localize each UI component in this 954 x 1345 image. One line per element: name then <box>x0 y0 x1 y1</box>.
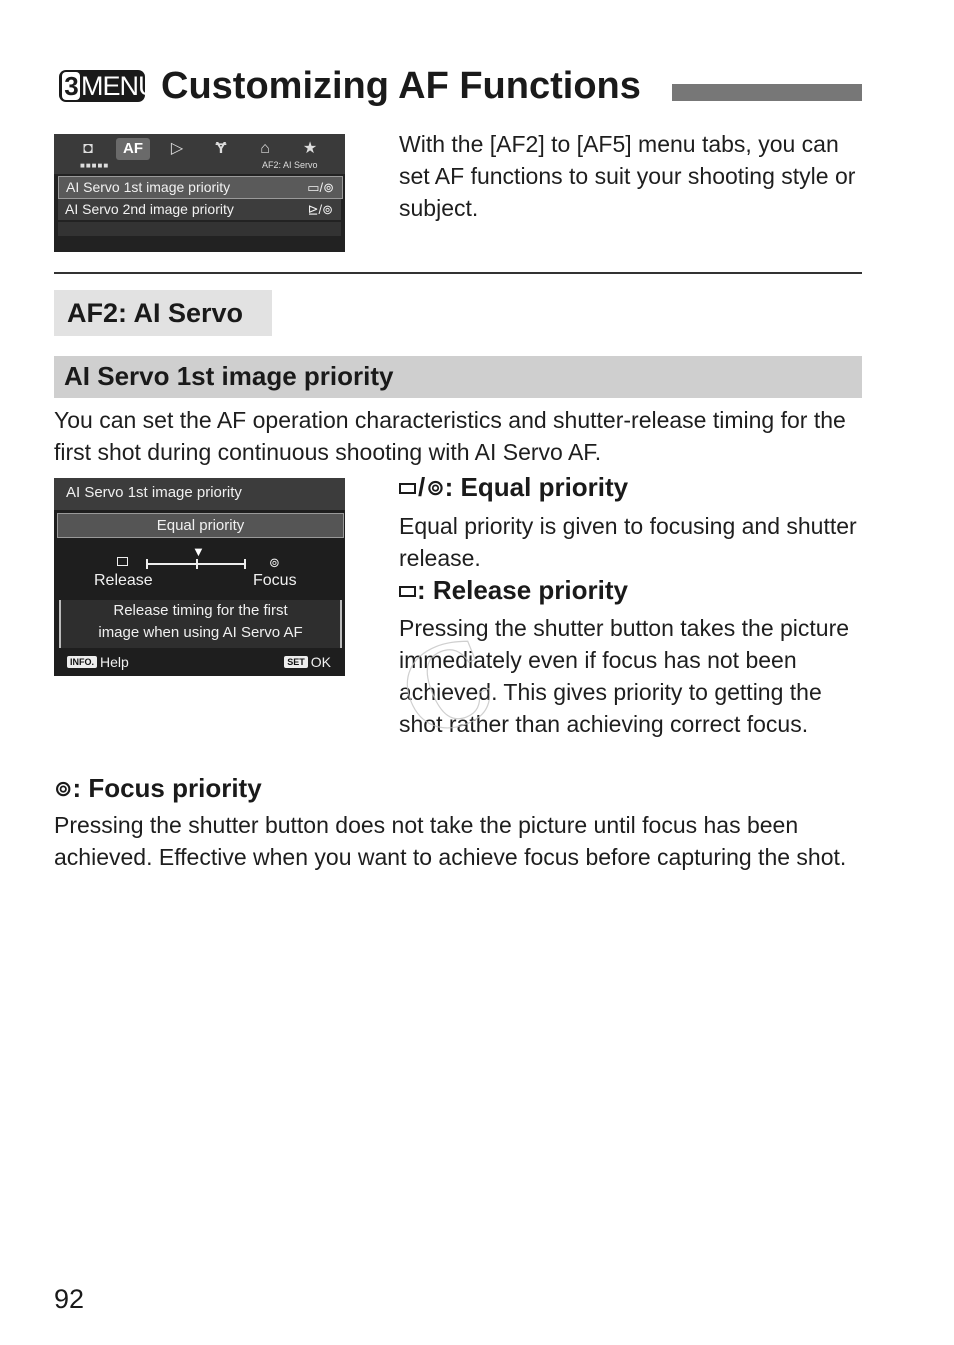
menu-tab-number: 3 <box>62 72 80 100</box>
scale-tick <box>196 559 198 569</box>
tab-name: AF2: AI Servo <box>262 160 318 170</box>
menu-row-label: AI Servo 2nd image priority <box>65 201 234 217</box>
custom-function-icon: ⌂ <box>260 140 270 157</box>
scale-marker-icon: ▼ <box>192 544 205 559</box>
setting-help-text <box>59 600 342 648</box>
scale-left-label: Release <box>94 572 153 589</box>
release-priority-text: Pressing the shutter button takes the picture immediately even if focus has not been achieved. This gives priority to getting the shot rather than achieving correct focus. <box>399 615 850 737</box>
copy-watermark: C <box>383 612 513 765</box>
subheading-bar <box>54 356 862 398</box>
page-number: 92 <box>54 1284 85 1314</box>
menu-row-empty <box>58 222 341 236</box>
focus-priority-title: : Focus priority <box>72 773 262 803</box>
setting-current-value: Equal priority <box>57 513 344 538</box>
slash-icon: / <box>418 472 426 502</box>
ok-label: OK <box>310 654 331 670</box>
set-button-icon: SET <box>284 656 308 668</box>
scale-tick <box>244 559 246 569</box>
title-rule <box>672 84 862 101</box>
release-icon <box>399 483 416 494</box>
section-divider <box>54 272 862 274</box>
equal-priority-heading <box>399 471 628 504</box>
intro-text: With the [AF2] to [AF5] menu tabs, you can set AF functions to suit your shooting style or subject. <box>399 131 856 221</box>
menu-row-second-image-priority <box>58 199 341 220</box>
menu-row-value-icon: ▭/⊚ <box>307 180 334 195</box>
release-priority-title: : Release priority <box>417 575 628 605</box>
menu-tab-badge <box>59 70 157 102</box>
menu-row-first-image-priority <box>58 176 343 199</box>
description-text: You can set the AF operation characteristics and shutter-release timing for the first shot during continuous shooting with AI Servo AF. <box>54 407 846 465</box>
section-tab-text: AF2: AI Servo <box>67 298 244 328</box>
menu-row-label: AI Servo 1st image priority <box>66 179 231 195</box>
equal-priority-text: Equal priority is given to focusing and shutter release. <box>399 513 857 571</box>
tab-af: AF <box>116 138 150 160</box>
menu-row-value-icon: ⊵/⊚ <box>307 202 333 217</box>
star-icon: ★ <box>302 140 318 157</box>
setting-screen-title: AI Servo 1st image priority <box>66 484 242 501</box>
help-line: image when using AI Servo AF <box>98 624 303 641</box>
camera-menu-screenshot <box>54 134 345 252</box>
focus-icon: ⊚ <box>426 475 445 500</box>
help-label: Help <box>100 654 129 670</box>
equal-priority-title: : Equal priority <box>444 472 629 502</box>
camera-icon: ◘ <box>83 140 93 157</box>
camera-setting-screenshot <box>54 478 345 676</box>
play-icon: ▷ <box>170 140 184 157</box>
setting-screen-footer <box>54 653 345 675</box>
focus-priority-text: Pressing the shutter button does not take the picture until focus has been achieved. Effective when you want to achieve focus before capturing the shot. <box>54 812 847 870</box>
focus-priority-icon: ⊚ <box>269 555 280 570</box>
section-tab-label <box>54 290 272 336</box>
page-title: Customizing AF Functions <box>161 65 641 107</box>
release-icon <box>399 586 416 597</box>
menu-badge-label: MENU <box>81 71 157 101</box>
info-help-hint <box>67 654 129 670</box>
focus-priority-heading <box>54 772 262 805</box>
help-line: Release timing for the first <box>113 602 288 619</box>
release-priority-icon <box>117 557 128 566</box>
tab-page-indicator: ■■■■■ <box>80 161 110 170</box>
set-ok-hint <box>284 654 331 670</box>
info-button-icon: INFO. <box>67 656 97 668</box>
subheading: AI Servo 1st image priority <box>64 361 394 391</box>
setting-screen-title-bar <box>54 478 345 510</box>
focus-icon: ⊚ <box>54 776 73 801</box>
scale-tick <box>146 559 148 569</box>
scale-right-label: Focus <box>253 572 297 589</box>
wrench-icon: Ɏ <box>215 140 227 157</box>
